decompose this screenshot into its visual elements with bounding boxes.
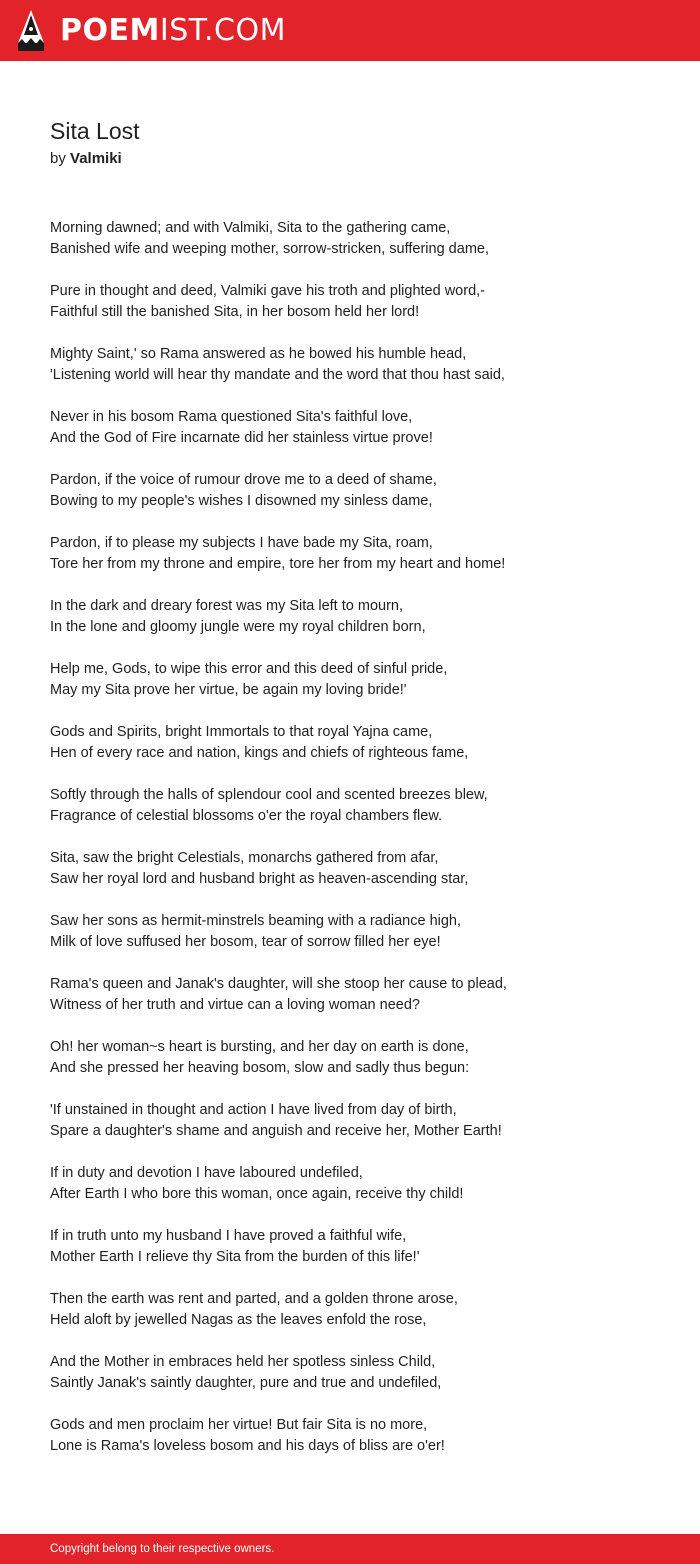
poem-stanza [50, 1289, 660, 1331]
poem-line: Hen of every race and nation, kings and chiefs of righteous fame, [50, 745, 469, 761]
poem-line: Fragrance of celestial blossoms o'er the royal chambers flew. [50, 808, 443, 824]
poem-stanza [50, 911, 660, 953]
poem-line: May my Sita prove her virtue, be again my loving bride!' [50, 682, 407, 698]
poem-stanza [50, 470, 660, 512]
poem-line: 'If unstained in thought and action I have lived from day of birth, [50, 1102, 457, 1118]
poem-stanza [50, 218, 660, 260]
poem-line: Oh! her woman~s heart is bursting, and her day on earth is done, [50, 1039, 469, 1055]
poem-stanza [50, 1037, 660, 1079]
poem-stanza [50, 1163, 660, 1205]
pen-nib-icon [16, 9, 46, 53]
poem-line: And the God of Fire incarnate did her stainless virtue prove! [50, 430, 433, 446]
poem-stanza [50, 1415, 660, 1457]
brand-name-bold: POEM [60, 13, 160, 48]
poem-line: Mighty Saint,' so Rama answered as he bowed his humble head, [50, 346, 467, 362]
poem-content [50, 116, 660, 1478]
poem-line: Faithful still the banished Sita, in her bosom held her lord! [50, 304, 420, 320]
poem-line: And the Mother in embraces held her spotless sinless Child, [50, 1354, 436, 1370]
poem-line: Saw her royal lord and husband bright as heaven-ascending star, [50, 871, 469, 887]
poem-stanza [50, 974, 660, 1016]
brand-name-light: IST.COM [159, 13, 286, 48]
poem-line: Softly through the halls of splendour cool and scented breezes blew, [50, 787, 488, 803]
poem-stanza [50, 1352, 660, 1394]
poem-line: Mother Earth I relieve thy Sita from the burden of this life!' [50, 1249, 420, 1265]
poem-line: Pure in thought and deed, Valmiki gave his troth and plighted word,- [50, 283, 485, 299]
poem-line: Then the earth was rent and parted, and a golden throne arose, [50, 1291, 458, 1307]
poem-line: Sita, saw the bright Celestials, monarchs gathered from afar, [50, 850, 439, 866]
poem-line: Saw her sons as hermit-minstrels beaming with a radiance high, [50, 913, 462, 929]
poem-line: Tore her from my throne and empire, tore her from my heart and home! [50, 556, 506, 572]
poem-line: Witness of her truth and virtue can a loving woman need? [50, 997, 420, 1013]
poem-line: Lone is Rama's loveless bosom and his days of bliss are o'er! [50, 1438, 445, 1454]
poem-line: Pardon, if the voice of rumour drove me to a deed of shame, [50, 472, 437, 488]
poem-line: Pardon, if to please my subjects I have bade my Sita, roam, [50, 535, 433, 551]
copyright-notice: Copyright belong to their respective owners. [50, 1543, 275, 1555]
poem-line: In the lone and gloomy jungle were my royal children born, [50, 619, 426, 635]
poem-stanza [50, 344, 660, 386]
poem-line: If in duty and devotion I have laboured undefiled, [50, 1165, 363, 1181]
poem-stanza [50, 407, 660, 449]
poem-line: Bowing to my people's wishes I disowned my sinless dame, [50, 493, 433, 509]
poem-line: Milk of love suffused her bosom, tear of sorrow filled her eye! [50, 934, 441, 950]
site-logo-link[interactable] [16, 8, 286, 54]
poem-line: Rama's queen and Janak's daughter, will she stoop her cause to plead, [50, 976, 507, 992]
poem-line: In the dark and dreary forest was my Sita left to mourn, [50, 598, 403, 614]
poem-stanza [50, 596, 660, 638]
poem-line: 'Listening world will hear thy mandate and the word that thou hast said, [50, 367, 505, 383]
poem-title: Sita Lost [50, 118, 140, 144]
poem-line: Spare a daughter's shame and anguish and receive her, Mother Earth! [50, 1123, 502, 1139]
poem-stanza [50, 1226, 660, 1268]
poem-stanza [50, 533, 660, 575]
poem-line: Morning dawned; and with Valmiki, Sita to the gathering came, [50, 220, 451, 236]
poem-line: After Earth I who bore this woman, once again, receive thy child! [50, 1186, 464, 1202]
poem-line: And she pressed her heaving bosom, slow and sadly thus begun: [50, 1060, 470, 1076]
poem-stanza [50, 1100, 660, 1142]
poem-stanza [50, 659, 660, 701]
poem-stanza [50, 722, 660, 764]
poem-line: If in truth unto my husband I have proved a faithful wife, [50, 1228, 407, 1244]
poem-line: Gods and men proclaim her virtue! But fair Sita is no more, [50, 1417, 428, 1433]
poem-line: Held aloft by jewelled Nagas as the leaves enfold the rose, [50, 1312, 427, 1328]
poem-body [50, 218, 660, 1457]
site-header [0, 0, 700, 61]
poem-stanza [50, 281, 660, 323]
poem-stanza [50, 848, 660, 890]
poem-author: Valmiki [70, 150, 122, 167]
poem-stanza [50, 785, 660, 827]
poem-line: Gods and Spirits, bright Immortals to that royal Yajna came, [50, 724, 433, 740]
poem-line: Never in his bosom Rama questioned Sita's faithful love, [50, 409, 413, 425]
poem-byline [50, 148, 660, 170]
poem-line: Help me, Gods, to wipe this error and this deed of sinful pride, [50, 661, 448, 677]
by-label: by [50, 150, 66, 167]
poem-line: Banished wife and weeping mother, sorrow-stricken, suffering dame, [50, 241, 489, 257]
site-footer [0, 1534, 700, 1564]
poem-line: Saintly Janak's saintly daughter, pure and true and undefiled, [50, 1375, 442, 1391]
site-name [60, 13, 286, 48]
